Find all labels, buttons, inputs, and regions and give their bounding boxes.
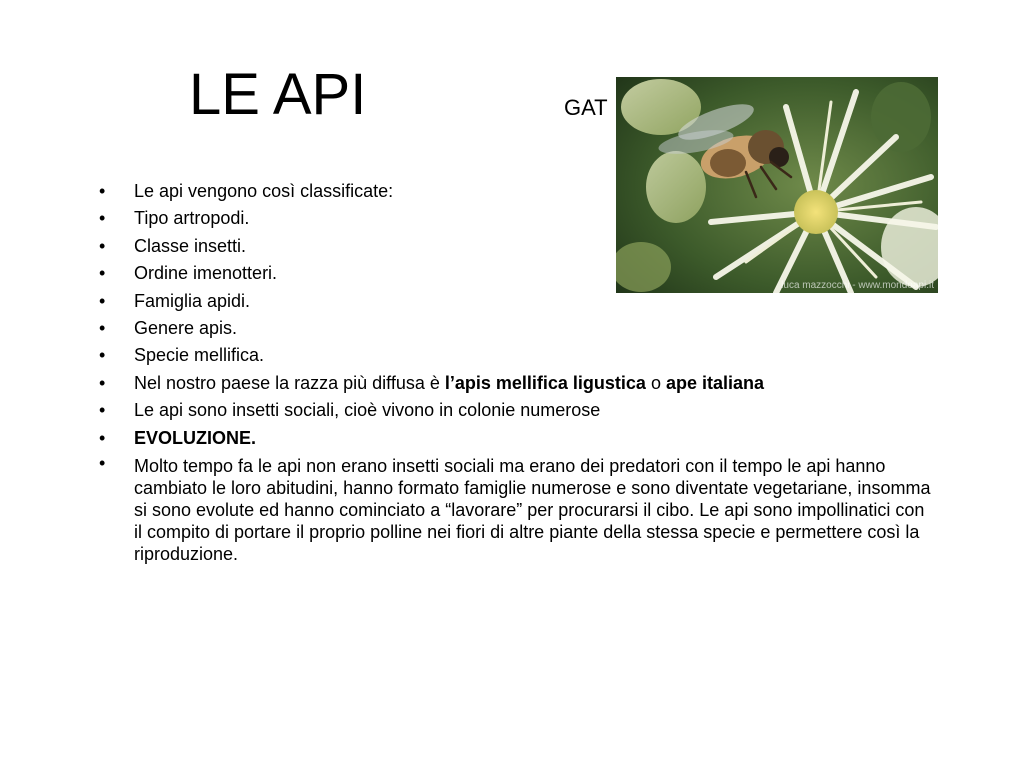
bullet-item <box>99 260 949 287</box>
bullet-list <box>99 178 949 565</box>
bullet-item <box>99 342 949 369</box>
bullet-text: Le api sono insetti sociali, cioè vivono in colonie numerose <box>134 400 601 421</box>
bullet-glyph: • <box>99 427 106 448</box>
bullet-item-evoluzione <box>99 425 949 452</box>
slide-subtitle: GAT <box>564 95 608 120</box>
bullet-item <box>99 315 949 342</box>
bullet-text-bold-ligustica: l’apis mellifica ligustica <box>444 372 646 393</box>
bullet-text: Classe insetti. <box>134 235 247 256</box>
bullet-glyph: • <box>99 453 106 474</box>
bullet-text-prefix: Nel nostro paese la razza più diffusa è <box>134 372 445 393</box>
bullet-text-paragraph: Molto tempo fa le api non erano insetti sociali ma erano dei predatori con il tempo le api hanno cambiato le loro abitudini, hanno formato famiglie numerose e sono diventate vegetariane, insomma si sono evolute ed hanno cominciato a “lavorare” per procurarsi il cibo. Le api sono impollinatici con il compito di portare il proprio polline nei fiori di altre piante della stessa specie e permettere così la riproduzione. <box>134 456 931 565</box>
bullet-text: Genere apis. <box>134 318 238 339</box>
bullet-glyph: • <box>99 345 106 366</box>
bullet-text-middle: o <box>645 372 666 393</box>
bullet-glyph: • <box>99 208 106 229</box>
bullet-item <box>99 288 949 315</box>
photo-watermark: luca mazzocchi - www.mondoapi.it <box>781 280 934 291</box>
bullet-glyph: • <box>99 400 106 421</box>
bullet-item-paragraph <box>99 452 934 565</box>
bullet-glyph: • <box>99 181 106 201</box>
bullet-item-ape-italiana <box>99 370 949 397</box>
bullet-text: Tipo artropodi. <box>134 208 250 229</box>
bullet-glyph: • <box>99 372 106 393</box>
slide-title: LE API <box>189 62 367 127</box>
bullet-glyph: • <box>99 290 106 311</box>
bullet-item <box>99 233 949 260</box>
bullet-item <box>99 397 949 424</box>
bullet-text: Le api vengono così classificate: <box>134 181 394 201</box>
bullet-item <box>99 178 949 205</box>
bullet-text: Specie mellifica. <box>134 345 265 366</box>
bullet-glyph: • <box>99 318 106 339</box>
bullet-item <box>99 205 949 232</box>
bullet-text: Famiglia apidi. <box>134 290 251 311</box>
bullet-text: Ordine imenotteri. <box>134 263 278 284</box>
bullet-glyph: • <box>99 235 106 256</box>
bullet-glyph: • <box>99 263 106 284</box>
bullet-text-bold-ape-italiana: ape italiana <box>665 372 764 393</box>
bullet-text-evoluzione: EVOLUZIONE. <box>134 427 257 448</box>
